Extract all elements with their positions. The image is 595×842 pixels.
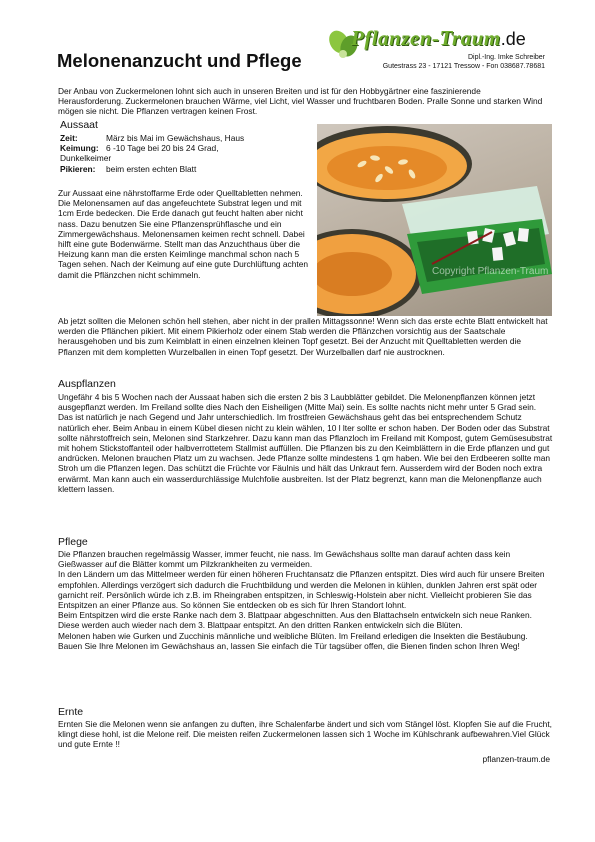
- heading-ernte: Ernte: [58, 706, 84, 718]
- aussaat-text-narrow: Zur Aussaat eine nährstoffarme Erde oder Quelltabletten nehmen. Die Melonensamen auf das angefeuchtete Substrat legen und mit 1cm Erde bedecken. Die Erde danach gut feucht halten aber nicht nass. Dazu benutzen Sie eine Pflanzensprühflasche und ein Zimmergewächshaus. Melonensamen keimen recht schnell. Dabei hilft eine gute Bodenwärme. Stellt man das Anzuchthaus über die Heizung kann man die ersten Keimlinge manchmal schon nach 5 Tagen sehen. Nach der Keimung auf eine gute Durchlüftung achten damit die Pflänzchen nicht schimmeln.: [58, 188, 309, 280]
- photo-watermark: Copyright Pflanzen-Traum: [432, 266, 549, 277]
- aussaat-text-wide: Ab jetzt sollten die Melonen schön hell stehen, aber nicht in der prallen Mittagssonne! Wenn sich das erste echte Blatt entwickelt hat werden die Pflänchen pikiert. Mit einem Pikierholz oder einem Stab werden die Pflänzchen vorsichtig aus der Saatschale herausgehoben und bis zum Keimblatt in einen einzelnen kleinen Topf gesetzt. Bei der Anzucht mit Quelltabletten werden die Pflanzen mit dem kompletten Wurzelballen in einen Topf gesetzt. Der Wurzelballen darf nie austrocknen.: [58, 316, 548, 357]
- keimung-cont: Dunkelkeimer: [60, 153, 112, 164]
- brand-name: Pflanzen-Traum: [351, 26, 501, 50]
- intro-paragraph: Der Anbau von Zuckermelonen lohnt sich auch in unseren Breiten und ist für den Hobbygärtner eine faszinierende Herausforderung. Zuckermelonen brauchen Wärme, viel Licht, viel Wasser und fruchtbaren Boden. Pralle Sonne und starken Wind mögen sie nicht. Die Pflanzen vertragen keinen Frost.: [58, 86, 543, 117]
- pflege-paragraph: Melonen haben wie Gurken und Zucchinis männliche und weibliche Blüten. Im Freiland erledigen die Insekten die Bestäubung. Bauen Sie Ihre Melonen im Gewächshaus an, lassen Sie einfach die Tür tagsüber offen, die Bienen finden schon Ihren Weg!: [58, 630, 528, 651]
- melon-photo: [317, 124, 552, 316]
- melon-seedling-illustration: [317, 124, 552, 316]
- brand-wordmark: [351, 26, 526, 51]
- keimung-value: 6 -10 Tage bei 20 bis 24 Grad,: [106, 143, 219, 154]
- heading-pflege: Pflege: [58, 536, 88, 548]
- pikieren-label: Pikieren:: [60, 163, 96, 174]
- sowing-details: [60, 133, 315, 174]
- author-name: Dipl.-Ing. Imke Schreiber: [467, 54, 545, 61]
- pflege-paragraph: In den Ländern um das Mittelmeer werden für einen höheren Fruchtansatz die Pflanzen entspitzt. Dies wird auch für unsere Breiten empfohlen. Allerdings verzögert sich dadurch die Fruchtbildung und werden die Melonen in kühlen, dunklen Jahren erst spät oder garnicht reif. Persönlich würde ich z.B. im Rheingraben entspitzen, in Schleswig-Holstein aber nicht. Vielleicht probieren Sie das Entspitzen an einer Pflanze aus. So können Sie entdecken ob es sich für Ihren Standort lohnt.: [58, 569, 545, 611]
- author-address: Gutestrass 23 - 17121 Tressow - Fon 038687.78681: [382, 63, 545, 70]
- pflege-text: [58, 549, 553, 651]
- keimung-label: Keimung:: [60, 143, 99, 154]
- heading-aussaat: Aussaat: [60, 119, 98, 131]
- author-block: [370, 53, 545, 70]
- ernte-text: Ernten Sie die Melonen wenn sie anfangen zu duften, ihre Schalenfarbe ändert und sich vom Stängel löst. Klopfen Sie auf die Frucht, klingt diese hohl, ist die Melone reif. Die meisten reifen Zuckermelonen lassen sich 1 Woche im Kühlschrank aufbewahren.Viel Glück und gute Ernte !!: [58, 719, 552, 750]
- pflege-paragraph: Die Pflanzen brauchen regelmässig Wasser, immer feucht, nie nass. Im Gewächshaus sollte man darauf achten dass kein Gießwasser auf die Blätter kommt um Pilzkrankheiten zu vermeiden.: [58, 549, 511, 570]
- brand-tld: .de: [500, 29, 526, 49]
- auspflanzen-text: Ungefähr 4 bis 5 Wochen nach der Aussaat haben sich die ersten 2 bis 3 Laubblätter gebildet. Die Melonenpflanzen können jetzt ausgepflanzt werden. Im Freiland sollte dies Nach den Eisheiligen (Mitte Mai) sein. Es sollte nachts nicht mehr unter 5 Grad sein. Das ist natürlich je nach Gegend und Jahr unterschiedlich. Im frostfreien Gewächshaus geht das bei entsprechendem Schutz natürlich eher. Beim Anbau in einem Kübel diesen nicht zu klein wählen, 10 l lter sollte er schon haben. Der Boden oder das Substrat sollte nährstoffreich sein, Melonen sind Starkzehrer. Dazu kann man das Pflanzloch im Freiland mit Kompost, gutem Gemüsesubstrat mit hohem Stickstoffanteil oder halbverrottetem Stallmist auffüllen. Die Pflanzen bis zu den Keimblättern in die Erde pflanzen und gut andrücken. Melonen brauchen Platz um zu wachsen. Jede Pflanze sollte mindestens 1 qm haben. Wie bei den Erdbeeren sollte man Stroh um die Pflanzen legen. Das schützt die Früchte vor Fäulnis und hält das Unkraut fern. Ausserdem wird der Boden noch extra erwärmt. Man kann auch ein wasserdurchlässige Mulchfolie ausbreiten. Ist der Platz begrenzt, kann man die Melonenpflanze auch klettern lassen.: [58, 392, 553, 494]
- pikieren-value: beim ersten echten Blatt: [106, 163, 197, 174]
- zeit-value: März bis Mai im Gewächshaus, Haus: [106, 133, 245, 143]
- pflege-paragraph: Beim Entspitzen wird die erste Ranke nach dem 3. Blattpaar abgeschnitten. Aus den Blattachseln entwickeln sich neue Ranken. Diese werden auch wieder nach dem 3. Blattpaar entspitzt. An den dritten Ranken entwickeln sich die Blüten.: [58, 610, 532, 631]
- page-title: Melonenanzucht und Pflege: [57, 50, 302, 71]
- heading-auspflanzen: Auspflanzen: [58, 378, 116, 390]
- footer-url[interactable]: pflanzen-traum.de: [482, 754, 550, 764]
- zeit-label: Zeit:: [60, 133, 78, 143]
